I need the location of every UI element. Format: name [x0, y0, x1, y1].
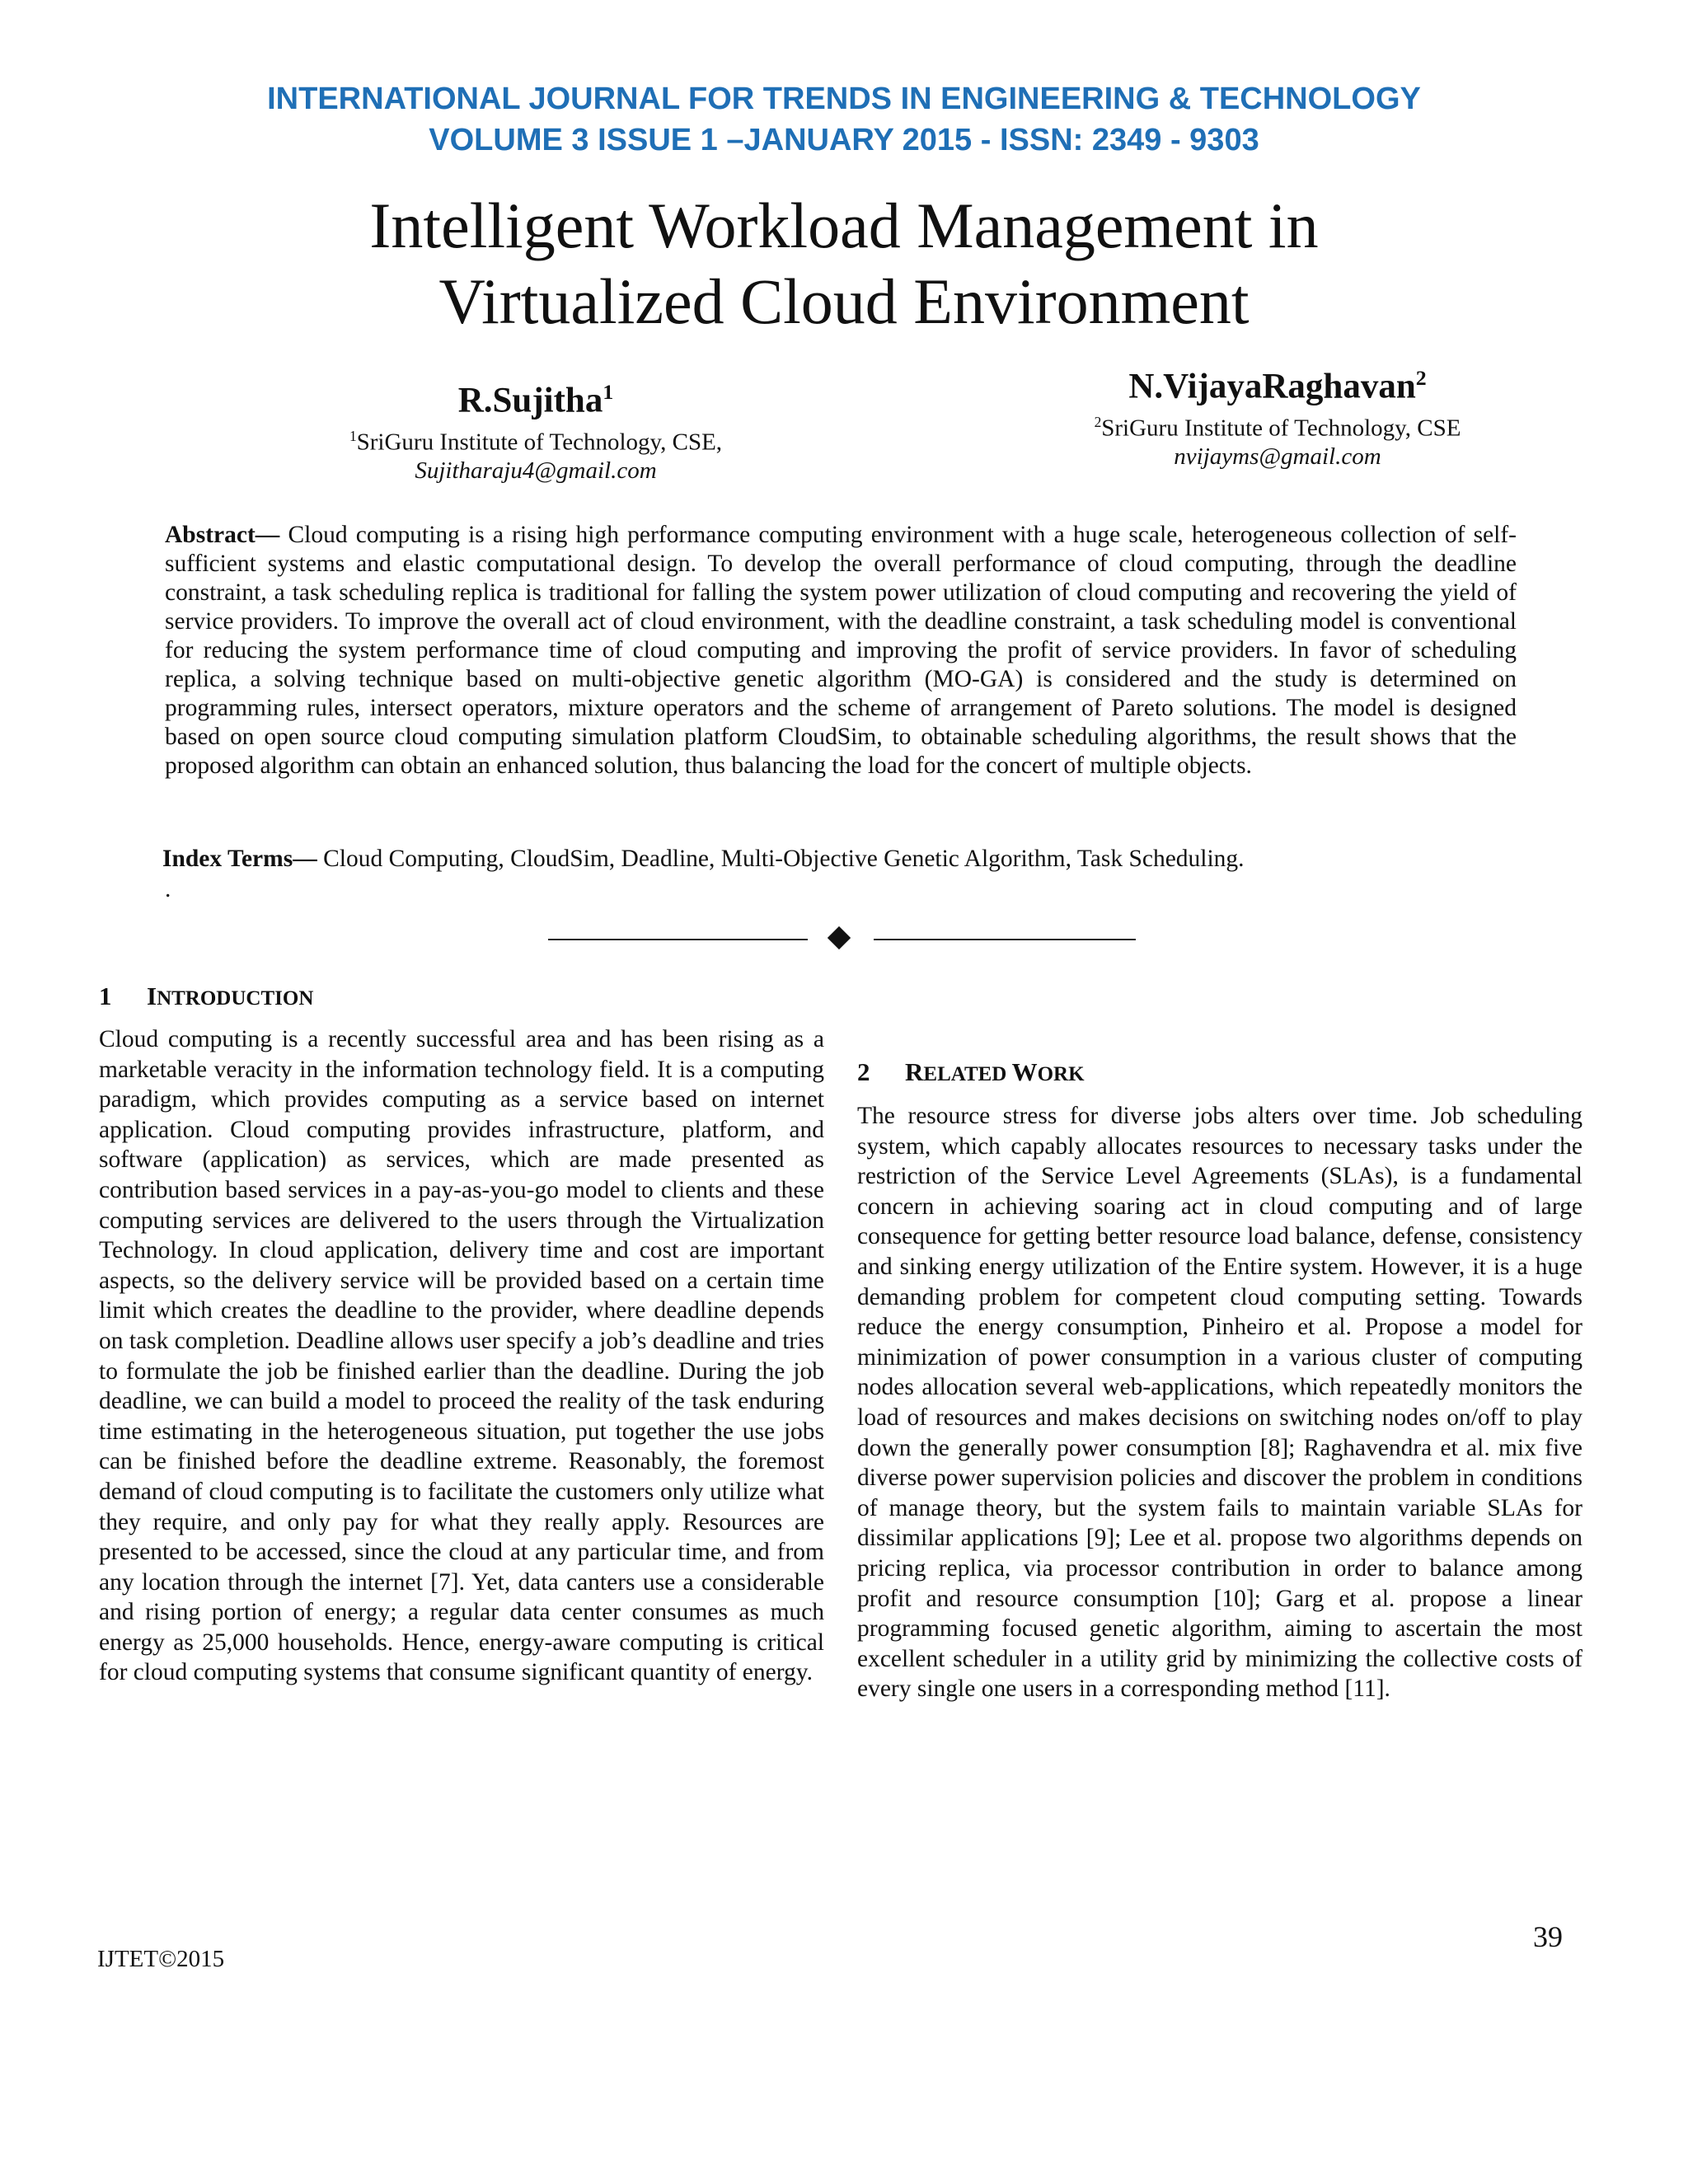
author-superscript: 1	[603, 380, 614, 404]
abstract-label: Abstract—	[165, 522, 280, 548]
introduction-text: Cloud computing is a recently successful area and has been rising as a marketable veracity in the information technology field. It is a computing paradigm, which provides computing as a service based on internet application. Cloud computing provides infrastructure, platform, and software (application) as services, which are made presented as contribution based services in a pay-as-you-go model to clients and these computing services are delivered to the users through the Virtualization Technology. In cloud application, delivery time and cost are important aspects, so the delivery service will be provided based on a certain time limit which creates the deadline to the provider, where deadline depends on task completion. Deadline allows user specify a job’s deadline and tries to formulate the job be finished earlier than the deadline. During the job deadline, we can build a model to proceed the reality of the task enduring time estimating in the heterogeneous situation, put together the use jobs can be finished before the deadline extreme. Reasonably, the foremost demand of cloud computing is to facilitate the customers only utilize what they require, and only pay for what they really apply. Resources are presented to be accessed, since the cloud at any particular time, and from any location through the internet [7]. Yet, data canters use a considerable and rising portion of energy; a regular data center consumes as much energy as 25,000 households. Hence, energy-aware computing is critical for cloud computing systems that consume significant quantity of energy.	[99, 1026, 824, 1686]
author-email: nvijayms@gmail.com	[1174, 443, 1381, 470]
index-terms-trailing-dot: .	[165, 876, 171, 902]
footer-copyright: IJTET©2015	[97, 1946, 225, 1972]
author-block-2	[989, 357, 1566, 471]
journal-header	[0, 78, 1688, 161]
separator-line-right	[874, 939, 1136, 940]
author-name: R.Sujitha$^1$	[457, 380, 614, 420]
page-number: 39	[1533, 1920, 1563, 1953]
author-affiliation: $^2$SriGuru Institute of Technology, CSE	[1094, 414, 1461, 442]
abstract	[165, 521, 1517, 780]
author-affiliation: $^1$SriGuru Institute of Technology, CSE,	[349, 428, 723, 456]
author-superscript: 2	[1415, 366, 1427, 390]
author-name: N.VijayaRaghavan$^2$	[1128, 366, 1427, 406]
affiliation-superscript: 2	[1094, 414, 1102, 431]
affiliation-superscript: 1	[349, 428, 357, 445]
journal-name: INTERNATIONAL JOURNAL FOR TRENDS IN ENGINEERING & TECHNOLOGY	[267, 82, 1421, 116]
section-number: 2	[857, 1057, 870, 1086]
related-work-text: The resource stress for diverse jobs alters over time. Job scheduling system, which capably allocates resources to necessary tasks under the restriction of the Service Level Agreements (SLAs), is a fundamental concern in achieving soaring act in cloud computing and of large consequence for getting better resource load balance, defense, consistency and sinking energy utilization of the Entire system. However, it is a huge demanding problem for competent cloud computing setting. Towards reduce the energy consumption, Pinheiro et al. Propose a model for minimization of power consumption in a various cluster of computing nodes allocation several web-applications, which repeatedly monitors the load of resources and makes decisions on switching nodes on/off to play down the generally power consumption [8]; Raghavendra et al. mix five diverse power supervision policies and discover the problem in conditions of manage theory, but the system fails to maintain variable SLAs for dissimilar applications [9]; Lee et al. propose two algorithms depends on pricing replica, via processor contribution in order to balance among profit and resource consumption [10]; Garg et al. propose a linear programming focused genetic algorithm, aiming to ascertain the most excellent scheduler in a utility grid by minimizing the collective costs of every single one users in a corresponding method [11].	[857, 1103, 1582, 1703]
journal-volume-issue: VOLUME 3 ISSUE 1 –JANUARY 2015 - ISSN: 2349 - 9303	[429, 123, 1259, 157]
index-terms-text: Cloud Computing, CloudSim, Deadline, Multi-Objective Genetic Algorithm, Task Scheduling.	[316, 846, 1245, 872]
section-heading-introduction: 1 INTRODUCTION	[99, 982, 314, 1010]
index-terms-label: Index Terms—	[162, 846, 317, 872]
separator-diamond-icon	[828, 926, 851, 949]
separator-line-left	[548, 939, 808, 940]
paper-title-line-1: Intelligent Workload Management in	[369, 190, 1319, 261]
index-terms	[162, 845, 1514, 874]
section-heading-related-work: 2 RELATED WORK	[857, 1057, 1085, 1086]
abstract-text: Cloud computing is a rising high performance computing environment with a huge scale, heterogeneous collection of self-sufficient systems and elastic computational design. To develop the overall performance of cloud computing, through the deadline constraint, a task scheduling replica is traditional for falling the system power utilization of cloud computing and recovering the yield of service providers. To improve the overall act of cloud environment, with the deadline constraint, a task scheduling model is conventional for reducing the system performance time of cloud computing and improving the profit of service providers. In favor of scheduling replica, a solving technique based on multi-objective genetic algorithm (MO-GA) is considered and the study is determined on programming rules, intersect operators, mixture operators and the scheme of arrangement of Pareto solutions. The model is designed based on open source cloud computing simulation platform CloudSim, to obtainable scheduling algorithms, the result shows that the proposed algorithm can obtain an enhanced solution, thus balancing the load for the concert of multiple objects.	[165, 522, 1517, 779]
paper-title-line-2: Virtualized Cloud Environment	[438, 265, 1250, 337]
paper-title	[0, 188, 1688, 340]
author-email: Sujitharaju4@gmail.com	[415, 457, 657, 484]
section-number: 1	[99, 982, 112, 1010]
author-block-1	[231, 371, 841, 485]
